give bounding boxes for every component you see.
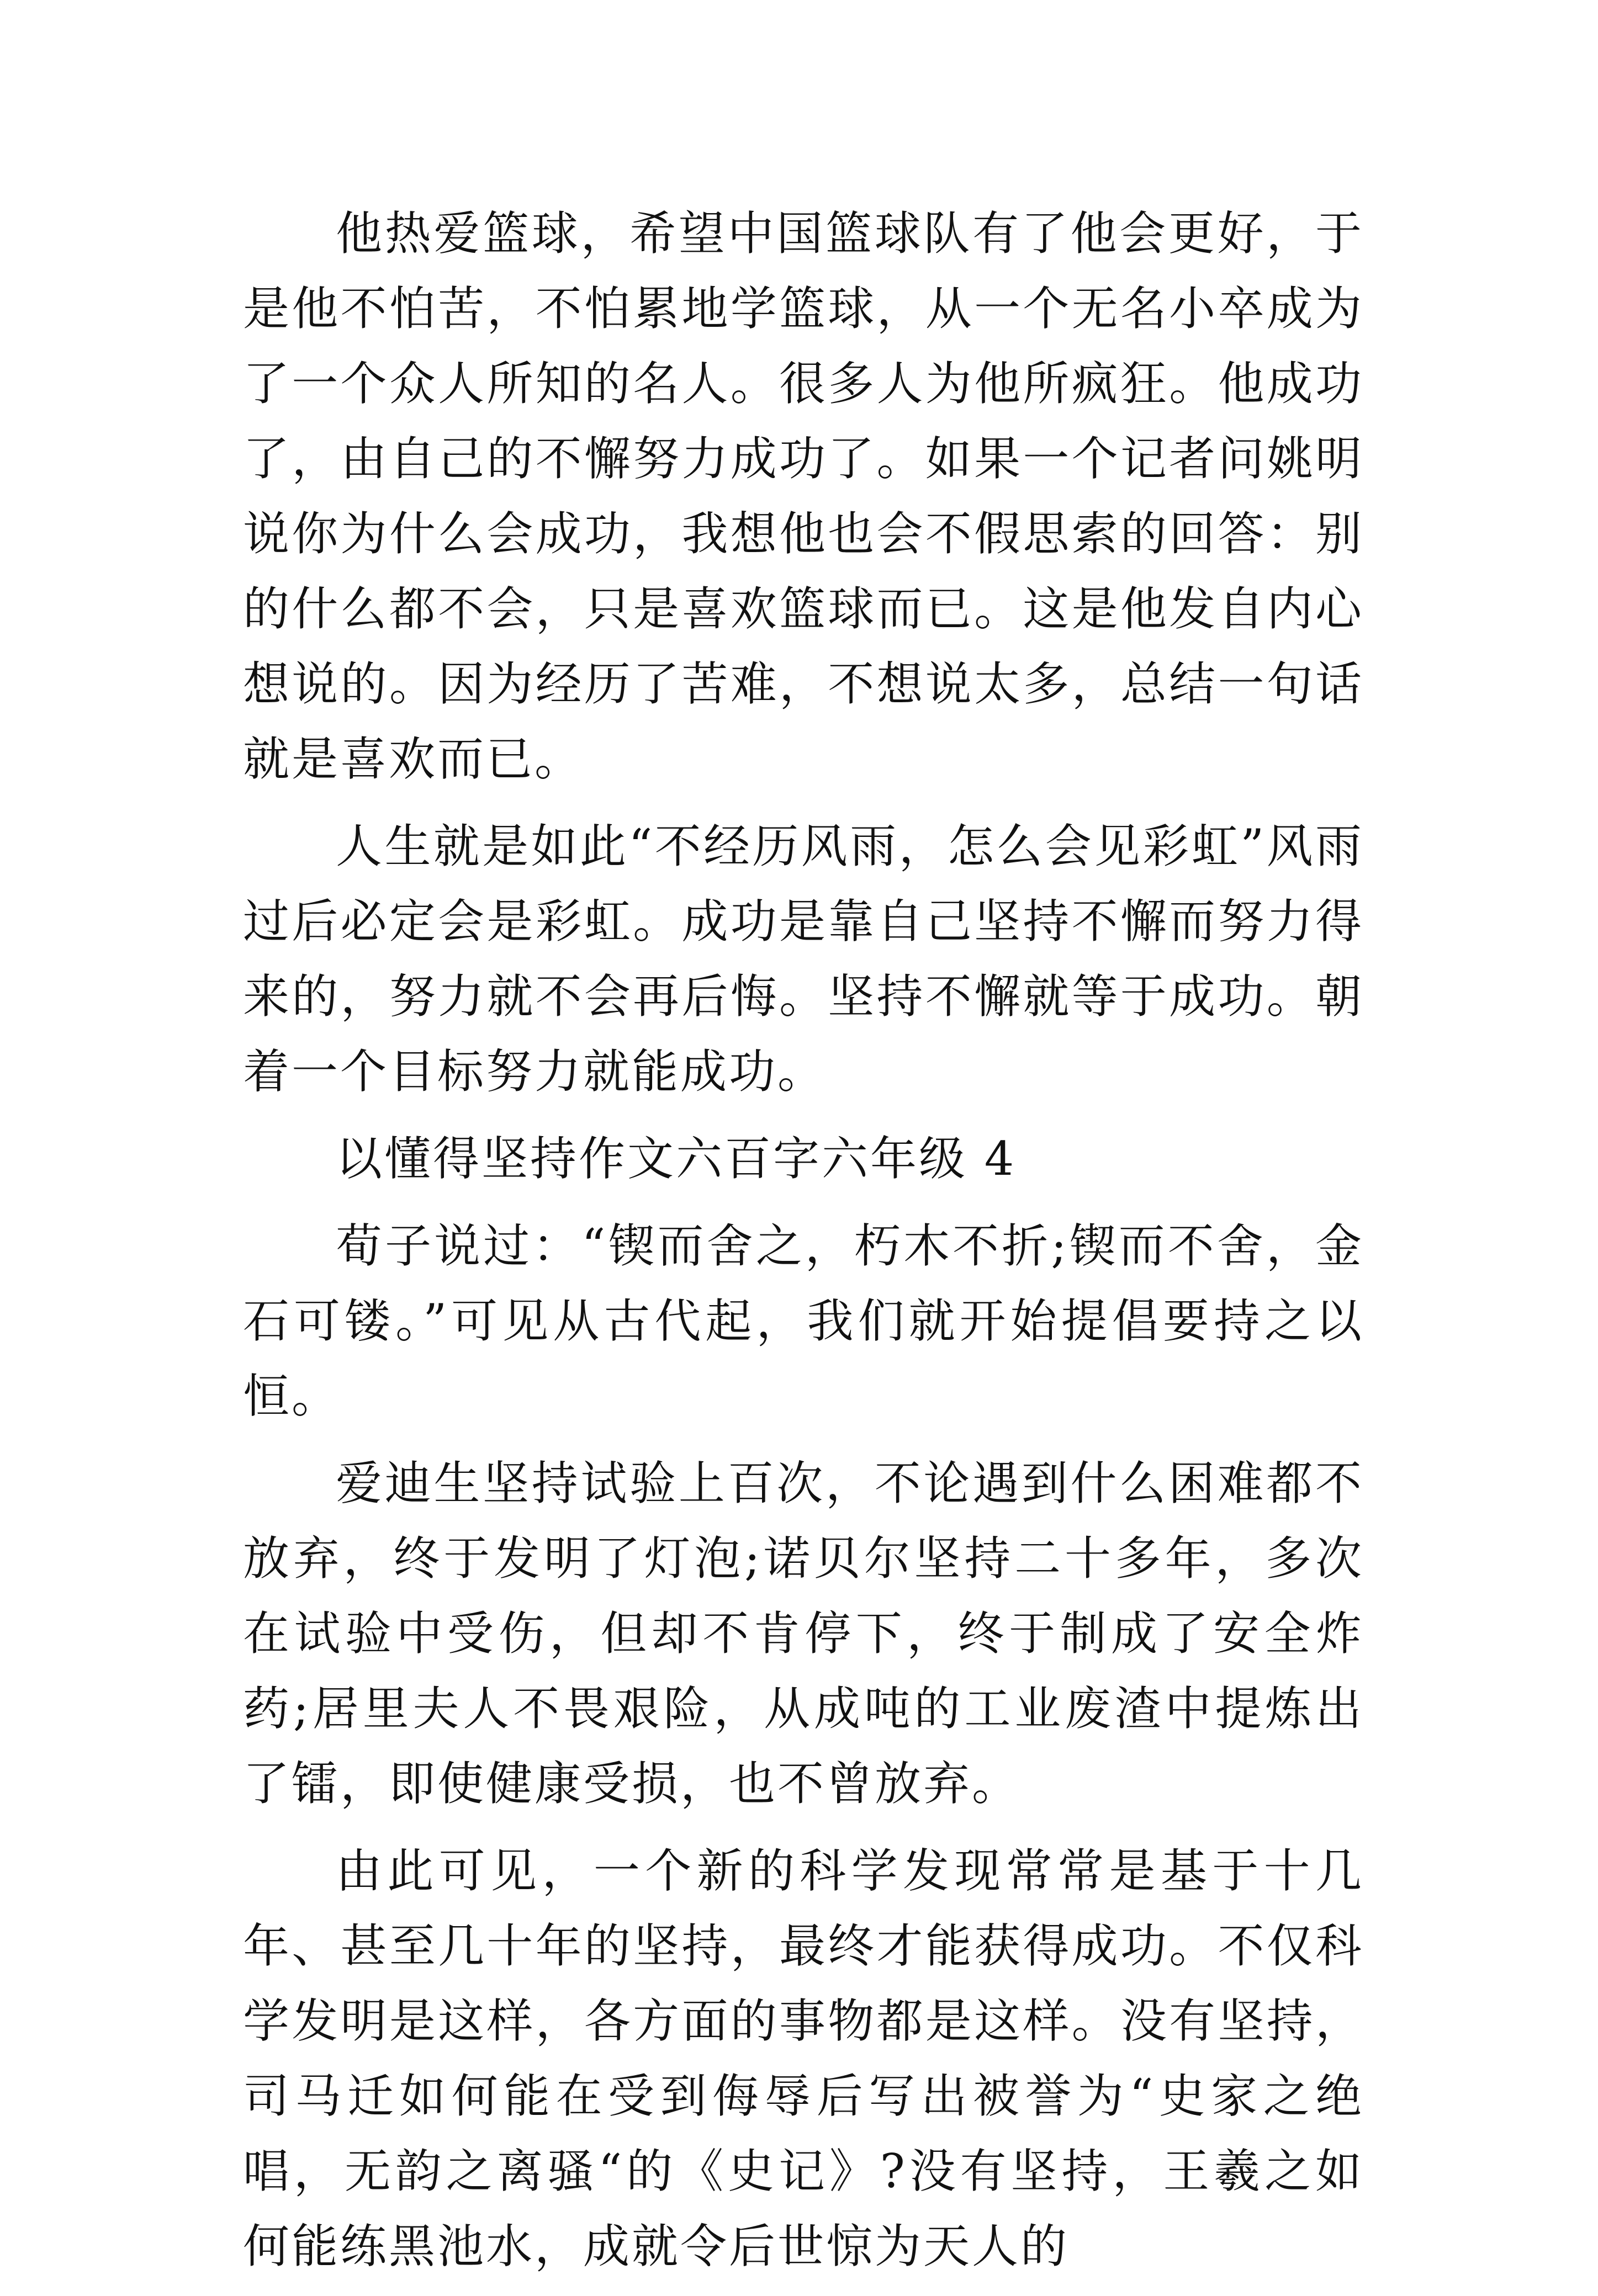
essay-body (243, 196, 1364, 2296)
paragraph: 人生就是如此“不经历风雨，怎么会见彩虹”风雨过后必定会是彩虹。成功是靠自己坚持不懈而努力得来的，努力就不会再后悔。坚持不懈就等于成功。朝着一个目标努力就能成功。 (243, 819, 1364, 1099)
paragraph: 他热爱篮球，希望中国篮球队有了他会更好，于是他不怕苦，不怕累地学篮球，从一个无名小卒成为了一个众人所知的名人。很多人为他所疯狂。他成功了，由自己的不懈努力成功了。如果一个记者问姚明说你为什么会成功，我想他也会不假思索的回答：别的什么都不会，只是喜欢篮球而已。这是他发自内心想说的。因为经历了苦难，不想说太多，总结一句话就是喜欢而已。 (243, 206, 1364, 786)
paragraph: 荀子说过：“锲而舍之，朽木不折;锲而不舍，金石可镂。”可见从古代起，我们就开始提倡要持之以恒。 (243, 1219, 1364, 1423)
essay-heading: 以懂得坚持作文六百字六年级 4 (336, 1132, 1017, 1186)
paragraph: 爱迪生坚持试验上百次，不论遇到什么困难都不放弃，终于发明了灯泡;诺贝尔坚持二十多年，多次在试验中受伤，但却不肯停下，终于制成了安全炸药;居里夫人不畏艰险，从成吨的工业废渣中提炼出了镭，即使健康受损，也不曾放弃。 (243, 1456, 1364, 1811)
paragraph: 由此可见，一个新的科学发现常常是基于十几年、甚至几十年的坚持，最终才能获得成功。不仅科学发明是这样，各方面的事物都是这样。没有坚持，司马迁如何能在受到侮辱后写出被誉为“史家之绝唱，无韵之离骚“的《史记》?没有坚持，王羲之如何能练黑池水，成就令后世惊为天人的 (243, 1844, 1364, 2273)
